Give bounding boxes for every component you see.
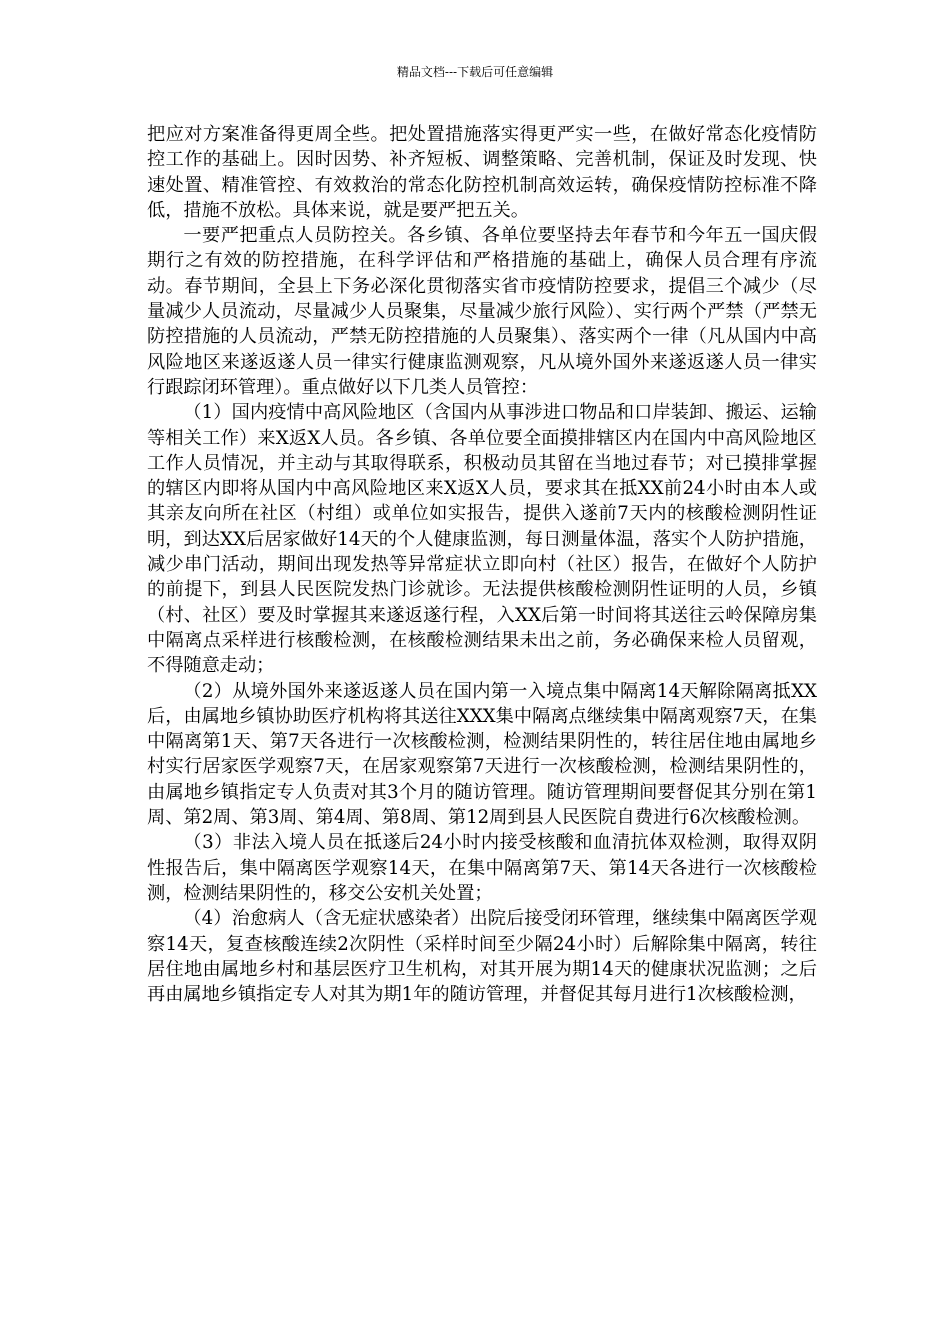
paragraph-3: （1）国内疫情中高风险地区（含国内从事涉进口物品和口岸装卸、搬运、运输等相关工作）来X返X人员。各乡镇、各单位要全面摸排辖区内在国内中高风险地区工作人员情况，并主动与其取得联系，积极动员其留在当地过春节；对已摸排掌握的辖区内即将从国内中高风险地区来X返X人员，要求其在抵XX前24小时由本人或其亲友向所在社区（村组）或单位如实报告，提供入遂前7天内的核酸检测阴性证明，到达XX后居家做好14天的个人健康监测，每日测量体温，落实个人防护措施，减少串门活动，期间出现发热等异常症状立即向村（社区）报告，在做好个人防护的前提下，到县人民医院发热门诊就诊。无法提供核酸检测阴性证明的人员，乡镇（村、社区）要及时掌握其来遂返遂行程，入XX后第一时间将其送往云岭保障房集中隔离点采样进行核酸检测，在核酸检测结果未出之前，务必确保来检人员留观，不得随意走动； [147, 402, 817, 677]
paragraph-1: 把应对方案准备得更周全些。把处置措施落实得更严实一些，在做好常态化疫情防控工作的基础上。因时因势、补齐短板、调整策略、完善机制，保证及时发现、快速处置、精准管控、有效救治的常态化防控机制高效运转，确保疫情防控标准不降低，措施不放松。具体来说，就是要严把五关。 [147, 124, 817, 221]
document-body [147, 122, 817, 1007]
paragraph-6: （4）治愈病人（含无症状感染者）出院后接受闭环管理，继续集中隔离医学观察14天，复查核酸连续2次阴性（采样时间至少隔24小时）后解除集中隔离，转往居住地由属地乡村和基层医疗卫生机构，对其开展为期14天的健康状况监测；之后再由属地乡镇指定专人对其为期1年的随访管理，并督促其每月进行1次核酸检测， [147, 908, 817, 1006]
paragraph-4: （2）从境外国外来遂返遂人员在国内第一入境点集中隔离14天解除隔离抵XX后，由属地乡镇协助医疗机构将其送往XXX集中隔离点继续集中隔离观察7天，在集中隔离第1天、第7天各进行一次核酸检测，检测结果阴性的，转往居住地由属地乡村实行居家医学观察7天，在居家观察第7天进行一次核酸检测，检测结果阴性的，由属地乡镇指定专人负责对其3个月的随访管理。随访管理期间要督促其分别在第1周、第2周、第3周、第4周、第8周、第12周到县人民医院自费进行6次核酸检测。 [147, 680, 817, 829]
page-header: 精品文档---下载后可任意编辑 [396, 65, 554, 79]
paragraph-2: 一要严把重点人员防控关。各乡镇、各单位要坚持去年春节和今年五一国庆假期行之有效的防控措施，在科学评估和严格措施的基础上，确保人员合理有序流动。春节期间，全县上下务必深化贯彻落实省市疫情防控要求，提倡三个减少（尽量减少人员流动，尽量减少人员聚集，尽量减少旅行风险）、实行两个严禁（严禁无防控措施的人员流动，严禁无防控措施的人员聚集）、落实两个一律（凡从国内中高风险地区来遂返遂人员一律实行健康监测观察，凡从境外国外来遂返遂人员一律实行跟踪闭环管理）。重点做好以下几类人员管控： [147, 225, 817, 398]
paragraph-5: （3）非法入境人员在抵遂后24小时内接受核酸和血清抗体双检测，取得双阴性报告后，集中隔离医学观察14天，在集中隔离第7天、第14天各进行一次核酸检测，检测结果阴性的，移交公安机关处置； [147, 832, 817, 904]
